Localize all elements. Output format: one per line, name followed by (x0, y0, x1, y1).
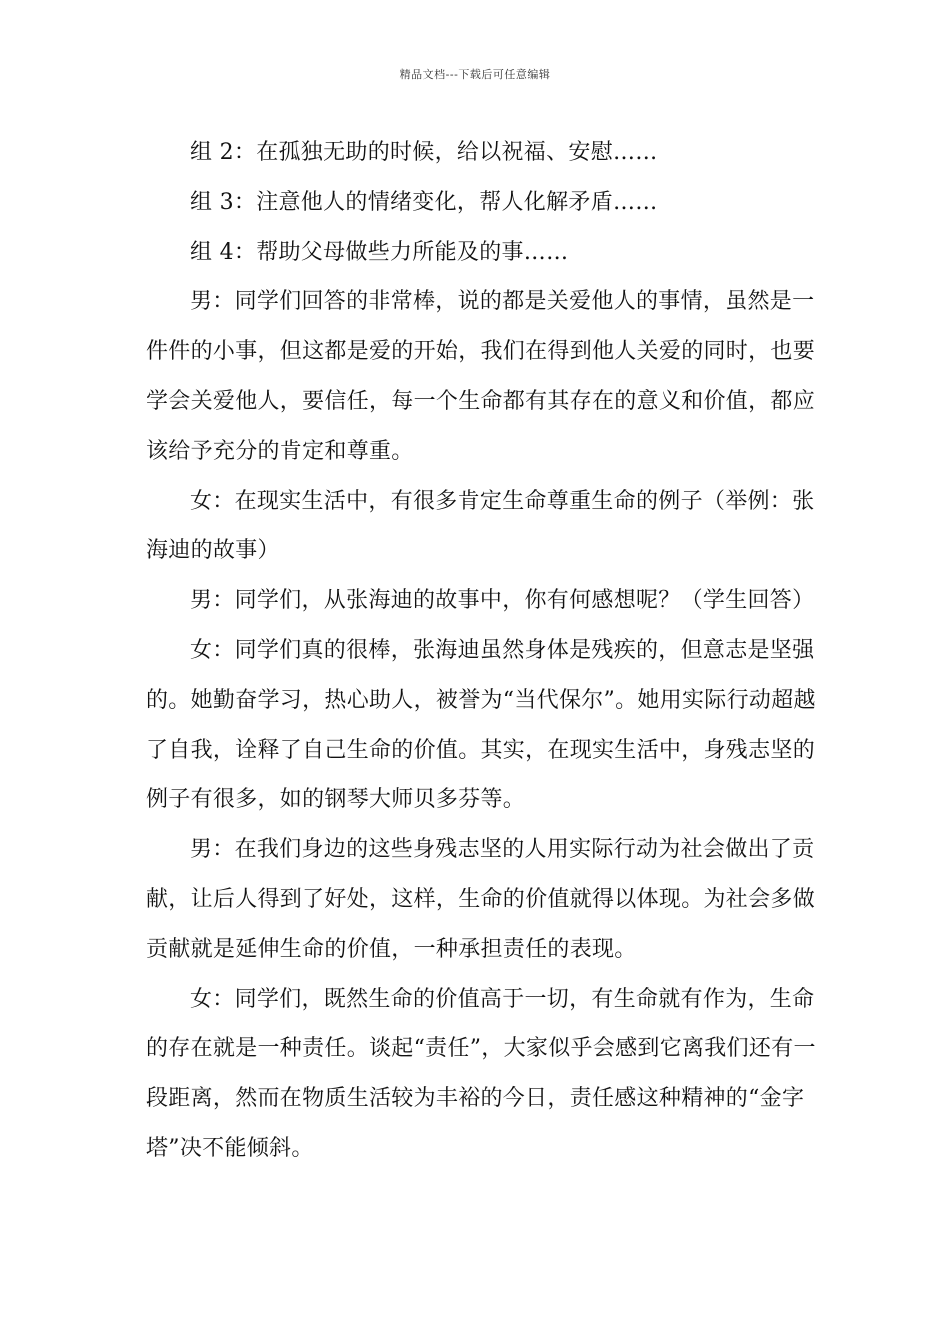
paragraph-female-3: 女：同学们，既然生命的价值高于一切，有生命就有作为，生命的存在就是一种责任。谈起“责任”，大家似乎会感到它离我们还有一段距离，然而在物质生活较为丰裕的今日，责任感这种精神的“金字塔”决不能倾斜。 (146, 986, 816, 1161)
paragraph-female-1: 女：在现实生活中，有很多肯定生命尊重生命的例子（举例：张海迪的故事） (146, 488, 815, 564)
document-body (146, 128, 826, 1174)
paragraph-group-4: 组 4：帮助父母做些力所能及的事…… (190, 239, 569, 265)
paragraph-female-2: 女：同学们真的很棒，张海迪虽然身体是残疾的，但意志是坚强的。她勤奋学习，热心助人，被誉为“当代保尔”。她用实际行动超越了自我，诠释了自己生命的价值。其实，在现实生活中，身残志坚的例子有很多，如的钢琴大师贝多芬等。 (146, 637, 816, 813)
paragraph-male-1: 男：同学们回答的非常棒，说的都是关爱他人的事情，虽然是一件件的小事，但这都是爱的开始，我们在得到他人关爱的同时，也要学会关爱他人，要信任，每一个生命都有其存在的意义和价值，都应该给予充分的肯定和尊重。 (146, 289, 816, 464)
page-header: 精品文档---下载后可任意编辑 (399, 68, 551, 81)
paragraph-male-2: 男：同学们，从张海迪的故事中，你有何感想呢？（学生回答） (190, 588, 815, 614)
paragraph-male-3: 男：在我们身边的这些身残志坚的人用实际行动为社会做出了贡献，让后人得到了好处，这样，生命的价值就得以体现。为社会多做贡献就是延伸生命的价值，一种承担责任的表现。 (146, 837, 816, 962)
paragraph-group-3: 组 3：注意他人的情绪变化，帮人化解矛盾…… (190, 189, 658, 215)
paragraph-group-2: 组 2：在孤独无助的时候，给以祝福、安慰…… (190, 140, 658, 165)
